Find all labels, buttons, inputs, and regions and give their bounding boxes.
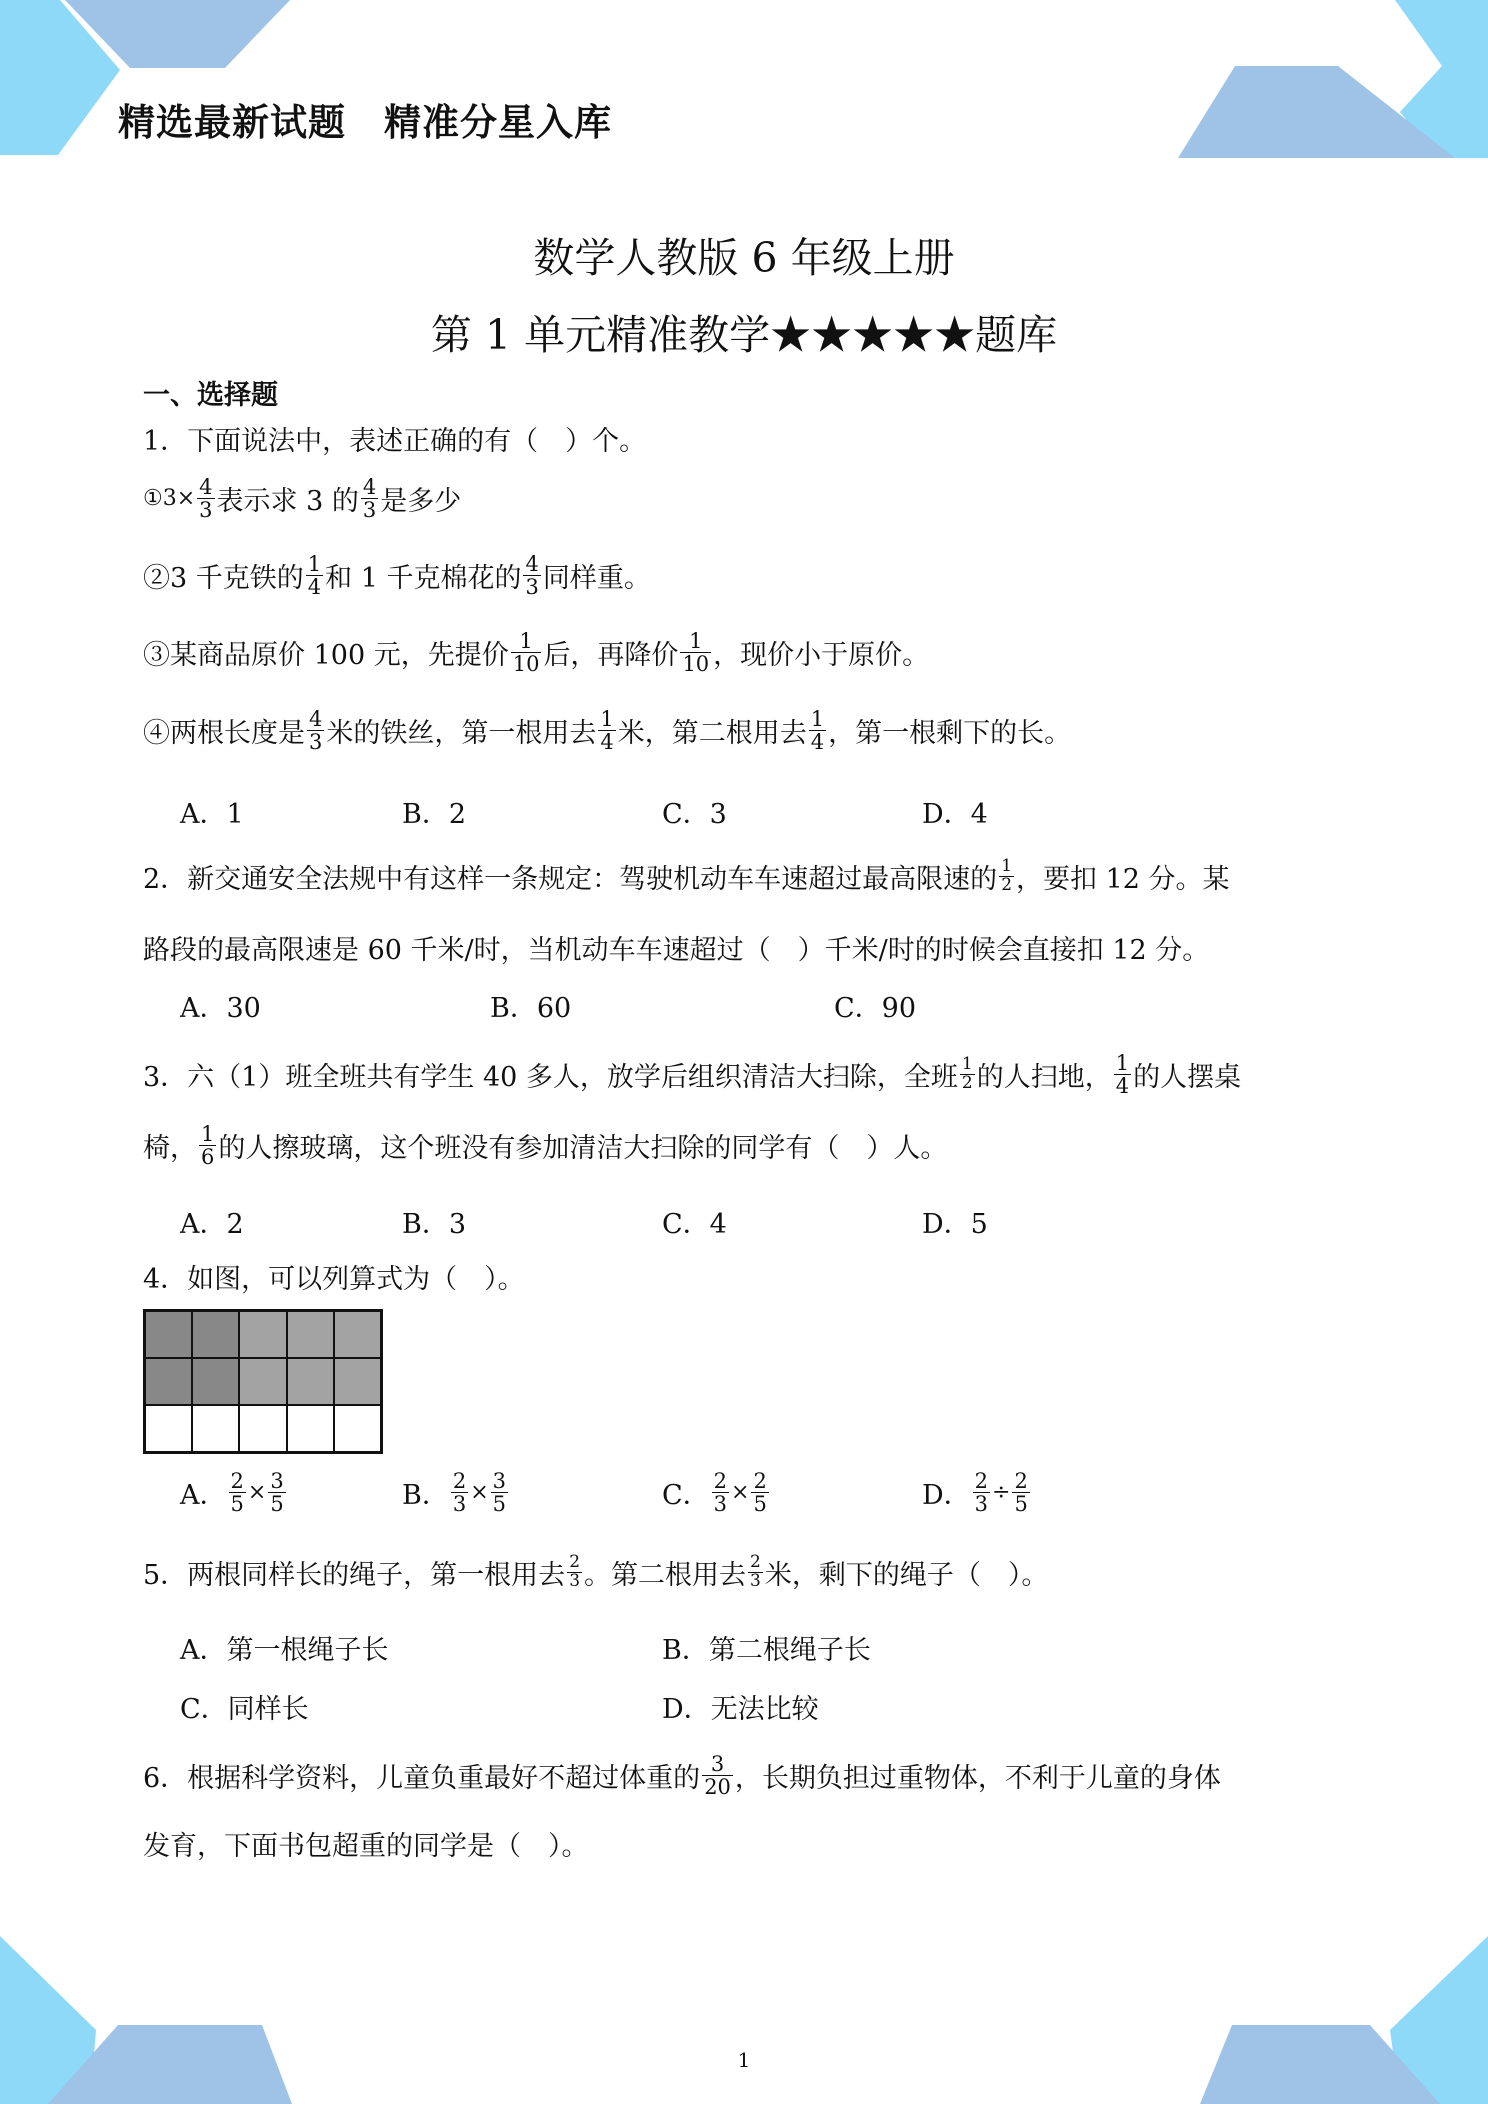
- q3-option-c[interactable]: C．4: [662, 1209, 727, 1240]
- q3-option-b[interactable]: B．3: [402, 1209, 467, 1240]
- grid-cell: [239, 1311, 286, 1358]
- q5-option-a[interactable]: A．第一根绳子长: [180, 1635, 389, 1666]
- grid-cell: [239, 1405, 286, 1452]
- q1-option-b[interactable]: B．2: [402, 799, 467, 830]
- grid-cell: [334, 1358, 381, 1405]
- grid-cell: [334, 1311, 381, 1358]
- q1-option-a[interactable]: A．1: [180, 799, 244, 830]
- q1-statement-1: ①3× $\frac{4}{3}$ 表示求 3 的 $\frac{4}{3}$ 是多少: [143, 475, 462, 523]
- q1-statement-3: ③某商品原价 100 元，先提价 $\frac{1}{10}$ 后，再降价 $\frac{1}{10}$ ，现价小于原价。: [143, 629, 930, 677]
- grid-cell: [192, 1311, 239, 1358]
- grid-cell: [287, 1311, 334, 1358]
- q3-stem-line2: 椅， $\frac{1}{6}$ 的人擦玻璃，这个班没有参加清洁大扫除的同学有（ ）人。: [143, 1122, 948, 1170]
- q3-option-a[interactable]: A．2: [180, 1209, 244, 1240]
- q1-stem: 1．下面说法中，表述正确的有（ ）个。: [143, 426, 647, 457]
- grid-cell: [192, 1405, 239, 1452]
- page-number: 1: [737, 2048, 751, 2072]
- q1-option-d[interactable]: D．4: [922, 799, 988, 830]
- page-subtitle: 第 1 单元精准教学★★★★★题库: [430, 311, 1058, 359]
- q5-option-d[interactable]: D．无法比较: [662, 1694, 819, 1725]
- q4-option-b[interactable]: B． $\frac{2}{3}$ × $\frac{3}{5}$: [402, 1469, 507, 1517]
- grid-cell: [145, 1311, 192, 1358]
- grid-cell: [145, 1405, 192, 1452]
- q2-stem-line2: 路段的最高限速是 60 千米/时，当机动车车速超过（ ）千米/时的时候会直接扣 12 分。: [143, 935, 1210, 966]
- q2-option-c[interactable]: C．90: [834, 993, 917, 1024]
- grid-cell: [334, 1405, 381, 1452]
- grid-cell: [287, 1358, 334, 1405]
- q4-stem: 4．如图，可以列算式为（ ）。: [143, 1264, 525, 1295]
- q5-stem: 5．两根同样长的绳子，第一根用去 $\frac{2}{3}$ 。第二根用去 $\frac{2}{3}$ 米，剩下的绳子（ ）。: [143, 1552, 1049, 1591]
- q4-option-c[interactable]: C． $\frac{2}{3}$ × $\frac{2}{5}$: [662, 1469, 767, 1517]
- q5-option-c[interactable]: C．同样长: [180, 1694, 309, 1725]
- q2-option-a[interactable]: A．30: [180, 993, 261, 1024]
- q4-figure-grid: [143, 1309, 383, 1454]
- q6-stem-line2: 发育，下面书包超重的同学是（ ）。: [143, 1831, 589, 1862]
- header-slogan: 精选最新试题 精准分星入库: [118, 101, 612, 144]
- q1-option-c[interactable]: C．3: [662, 799, 727, 830]
- q3-stem-line1: 3．六（1）班全班共有学生 40 多人，放学后组织清洁大扫除，全班 $\frac{1}{2}$ 的人扫地， $\frac{1}{4}$ 的人摆桌: [143, 1051, 1242, 1099]
- q1-statement-2: ②3 千克铁的 $\frac{1}{4}$ 和 1 千克棉花的 $\frac{4}{3}$ 同样重。: [143, 552, 651, 600]
- grid-cell: [287, 1405, 334, 1452]
- q2-stem-line1: 2．新交通安全法规中有这样一条规定：驾驶机动车车速超过最高限速的 $\frac{1}{2}$ ，要扣 12 分。某: [143, 856, 1230, 895]
- grid-cell: [192, 1358, 239, 1405]
- page-title: 数学人教版 6 年级上册: [533, 234, 955, 282]
- q5-option-b[interactable]: B．第二根绳子长: [662, 1635, 871, 1666]
- section-heading: 一、选择题: [143, 380, 278, 411]
- grid-cell: [145, 1358, 192, 1405]
- grid-cell: [239, 1358, 286, 1405]
- q4-option-a[interactable]: A． $\frac{2}{5}$ × $\frac{3}{5}$: [180, 1469, 284, 1517]
- q2-option-b[interactable]: B．60: [490, 993, 572, 1024]
- q4-option-d[interactable]: D． $\frac{2}{3}$ ÷ $\frac{2}{5}$: [922, 1469, 1028, 1517]
- q3-option-d[interactable]: D．5: [922, 1209, 988, 1240]
- q1-statement-4: ④两根长度是 $\frac{4}{3}$ 米的铁丝，第一根用去 $\frac{1}{4}$ 米，第二根用去 $\frac{1}{4}$ ，第一根剩下的长。: [143, 707, 1072, 755]
- q6-stem-line1: 6．根据科学资料，儿童负重最好不超过体重的 $\frac{3}{20}$ ，长期负担过重物体，不利于儿童的身体: [143, 1752, 1221, 1800]
- corner-decoration-bottom: [0, 1930, 1488, 2104]
